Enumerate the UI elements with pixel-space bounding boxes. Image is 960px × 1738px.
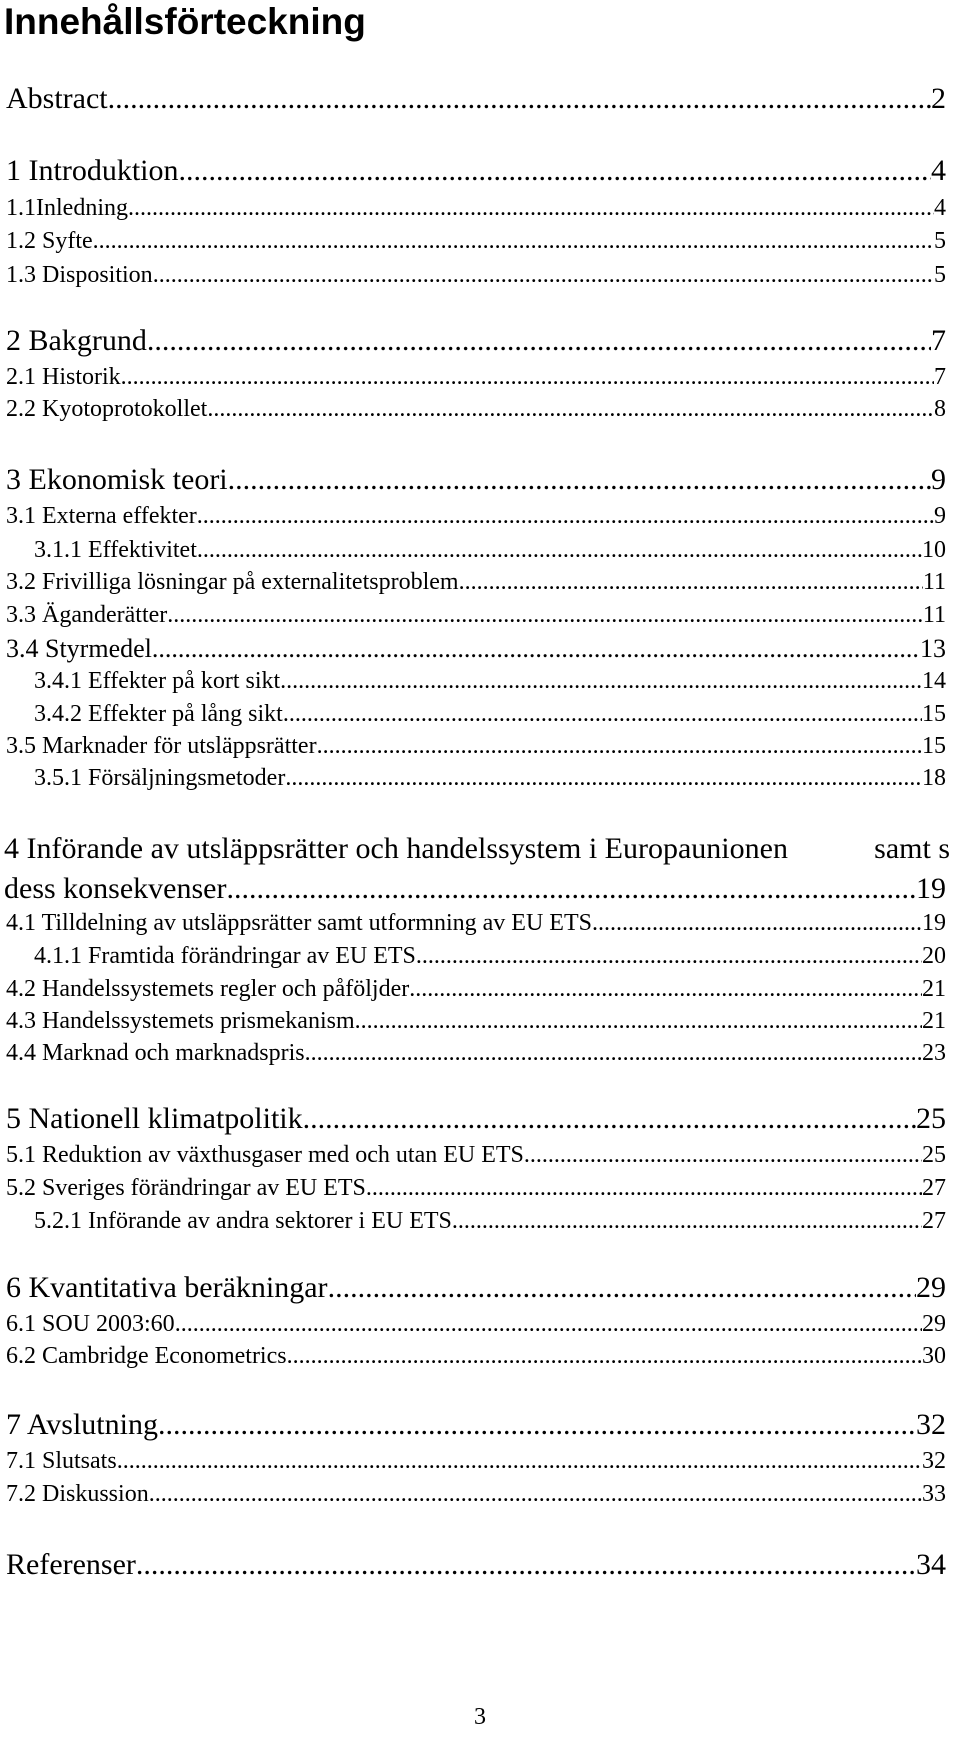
toc-label: 3.1.1 Effektivitet bbox=[34, 537, 197, 563]
toc-page: 7 bbox=[931, 324, 946, 357]
toc-leader bbox=[207, 396, 934, 423]
toc-entry-1-3[interactable] bbox=[0, 262, 946, 289]
toc-label: 1.3 Disposition bbox=[6, 262, 153, 288]
toc-entry-1-1[interactable] bbox=[0, 195, 946, 222]
page-title: Innehållsförteckning bbox=[4, 1, 366, 42]
toc-label: 5 Nationell klimatpolitik bbox=[6, 1102, 303, 1135]
toc-leader bbox=[197, 537, 922, 564]
toc-label: 4.1.1 Framtida förändringar av EU ETS bbox=[34, 943, 416, 969]
toc-leader bbox=[175, 1311, 922, 1338]
toc-page: 34 bbox=[916, 1548, 946, 1581]
page-number: 3 bbox=[474, 1704, 486, 1730]
toc-label: 5.2.1 Införande av andra sektorer i EU ETS bbox=[34, 1208, 452, 1234]
toc-page: 10 bbox=[922, 537, 946, 563]
toc-label: 5.2 Sveriges förändringar av EU ETS bbox=[6, 1175, 366, 1201]
toc-entry-3-3[interactable] bbox=[0, 602, 946, 629]
toc-entry-chapter-6[interactable] bbox=[0, 1271, 946, 1305]
toc-label: 7.1 Slutsats bbox=[6, 1448, 117, 1474]
toc-label: 3.4.1 Effekter på kort sikt bbox=[34, 668, 281, 694]
toc-entry-2-1[interactable] bbox=[0, 364, 946, 391]
toc-leader bbox=[452, 1208, 922, 1235]
toc-page: 8 bbox=[934, 396, 946, 422]
toc-page: 30 bbox=[922, 1343, 946, 1369]
toc-entry-7-2[interactable] bbox=[0, 1481, 946, 1508]
toc-leader bbox=[121, 364, 934, 391]
toc-leader bbox=[459, 569, 923, 596]
toc-label-overlap: samt s bbox=[874, 832, 950, 865]
toc-label: 2.2 Kyotoprotokollet bbox=[6, 396, 208, 422]
toc-entry-4-2[interactable] bbox=[0, 976, 946, 1003]
toc-entry-4-3[interactable] bbox=[0, 1008, 946, 1035]
toc-page: 27 bbox=[922, 1175, 946, 1201]
toc-label: 3.4 Styrmedel bbox=[6, 634, 152, 663]
toc-leader bbox=[524, 1142, 922, 1169]
toc-entry-3-1-1[interactable] bbox=[0, 537, 946, 564]
toc-entry-abstract[interactable] bbox=[0, 82, 946, 116]
toc-entry-7-1[interactable] bbox=[0, 1448, 946, 1475]
toc-page: 19 bbox=[916, 872, 946, 905]
toc-label: 3 Ekonomisk teori bbox=[6, 463, 228, 496]
toc-label: 6.1 SOU 2003:60 bbox=[6, 1311, 175, 1337]
toc-entry-1-2[interactable] bbox=[0, 228, 946, 255]
toc-page: 32 bbox=[916, 1408, 946, 1441]
toc-label: 3.5.1 Försäljningsmetoder bbox=[34, 765, 286, 791]
toc-label: 7.2 Diskussion bbox=[6, 1481, 149, 1507]
toc-leader bbox=[355, 1008, 922, 1035]
toc-label: 1.2 Syfte bbox=[6, 228, 93, 254]
toc-label: 1 Introduktion bbox=[6, 154, 179, 187]
toc-page: 9 bbox=[931, 463, 946, 496]
toc-leader bbox=[158, 1408, 916, 1442]
toc-page: 15 bbox=[922, 701, 946, 727]
toc-page: 15 bbox=[922, 733, 946, 759]
toc-leader bbox=[128, 195, 934, 222]
toc-label: dess konsekvenser bbox=[4, 872, 227, 905]
toc-label: 3.5 Marknader för utsläppsrätter bbox=[6, 733, 317, 759]
toc-entry-3-5-1[interactable] bbox=[0, 765, 946, 792]
toc-label: Abstract bbox=[6, 82, 108, 115]
toc-page: 5 bbox=[934, 228, 946, 254]
toc-page: 32 bbox=[922, 1448, 946, 1474]
toc-label: 3.4.2 Effekter på lång sikt bbox=[34, 701, 283, 727]
toc-leader bbox=[303, 1102, 916, 1136]
toc-entry-6-2[interactable] bbox=[0, 1343, 946, 1370]
toc-entry-references[interactable] bbox=[0, 1548, 946, 1582]
toc-leader bbox=[179, 154, 932, 188]
toc-leader bbox=[117, 1448, 922, 1475]
toc-label: 3.1 Externa effekter bbox=[6, 503, 197, 529]
toc-page: 9 bbox=[934, 503, 946, 529]
toc-page: 4 bbox=[931, 154, 946, 187]
toc-chapter-4-heading-line[interactable] bbox=[4, 832, 950, 866]
toc-entry-3-1[interactable] bbox=[0, 503, 946, 530]
toc-label: 5.1 Reduktion av växthusgaser med och utan EU ETS bbox=[6, 1142, 524, 1168]
toc-page: 5 bbox=[934, 262, 946, 288]
toc-label: Referenser bbox=[6, 1548, 136, 1581]
toc-entry-5-2-1[interactable] bbox=[0, 1208, 946, 1235]
toc-entry-3-4-2[interactable] bbox=[0, 701, 946, 728]
toc-leader bbox=[152, 634, 920, 664]
toc-label: 4 Införande av utsläppsrätter och handelssystem i Europaunionen bbox=[4, 832, 788, 865]
toc-page: 23 bbox=[922, 1040, 946, 1066]
toc-leader bbox=[228, 463, 931, 497]
toc-leader bbox=[226, 872, 916, 906]
toc-leader bbox=[328, 1271, 916, 1305]
toc-entry-4-1-1[interactable] bbox=[0, 943, 946, 970]
toc-label: 2.1 Historik bbox=[6, 364, 121, 390]
toc-leader bbox=[280, 668, 922, 695]
toc-entry-chapter-4[interactable] bbox=[0, 872, 946, 906]
toc-page: 18 bbox=[922, 765, 946, 791]
toc-leader bbox=[285, 765, 922, 792]
toc-leader bbox=[136, 1548, 916, 1582]
toc-page: 29 bbox=[922, 1311, 946, 1337]
toc-label: 4.3 Handelssystemets prismekanism bbox=[6, 1008, 355, 1034]
toc-entry-chapter-2[interactable] bbox=[0, 324, 946, 358]
toc-leader bbox=[283, 701, 922, 728]
toc-leader bbox=[287, 1343, 922, 1370]
toc-leader bbox=[305, 1040, 922, 1067]
toc-page: 2 bbox=[931, 82, 946, 115]
toc-entry-chapter-3[interactable] bbox=[0, 463, 946, 497]
toc-page: 4 bbox=[934, 195, 946, 221]
toc-entry-3-2[interactable] bbox=[0, 569, 946, 596]
toc-label: 4.4 Marknad och marknadspris bbox=[6, 1040, 305, 1066]
toc-entry-chapter-5[interactable] bbox=[0, 1102, 946, 1136]
toc-label: 4.1 Tilldelning av utsläppsrätter samt utformning av EU ETS bbox=[6, 910, 592, 936]
toc-entry-4-1[interactable] bbox=[0, 910, 946, 937]
toc-page: 7 bbox=[934, 364, 946, 390]
toc-label: 2 Bakgrund bbox=[6, 324, 147, 357]
toc-page: 27 bbox=[922, 1208, 946, 1234]
toc-leader bbox=[592, 910, 922, 937]
toc-label: 6 Kvantitativa beräkningar bbox=[6, 1271, 328, 1304]
toc-leader bbox=[366, 1175, 922, 1202]
toc-leader bbox=[93, 228, 934, 255]
toc-label: 6.2 Cambridge Econometrics bbox=[6, 1343, 287, 1369]
toc-leader bbox=[153, 262, 934, 289]
toc-label: 7 Avslutning bbox=[6, 1408, 158, 1441]
toc-page: 11 bbox=[922, 569, 946, 595]
toc-entry-6-1[interactable] bbox=[0, 1311, 946, 1338]
toc-leader bbox=[108, 82, 931, 116]
toc-label: 3.2 Frivilliga lösningar på externalitetsproblem bbox=[6, 569, 459, 595]
toc-label: 1.1Inledning bbox=[6, 195, 128, 221]
toc-entry-2-2[interactable] bbox=[0, 396, 946, 423]
toc-leader bbox=[197, 503, 934, 530]
toc-page: 25 bbox=[922, 1142, 946, 1168]
toc-label: 4.2 Handelssystemets regler och påföljder bbox=[6, 976, 410, 1002]
toc-label: 3.3 Äganderätter bbox=[6, 602, 168, 628]
toc-page: 20 bbox=[922, 943, 946, 969]
toc-page: 19 bbox=[922, 910, 946, 936]
toc-leader bbox=[149, 1481, 922, 1508]
toc-page: 13 bbox=[920, 634, 946, 663]
toc-entry-chapter-1[interactable] bbox=[0, 154, 946, 188]
toc-page: 29 bbox=[916, 1271, 946, 1304]
toc-page: 21 bbox=[922, 1008, 946, 1034]
toc-leader bbox=[409, 976, 922, 1003]
toc-entry-3-4-1[interactable] bbox=[0, 668, 946, 695]
toc-entry-4-4[interactable] bbox=[0, 1040, 946, 1067]
toc-page: 25 bbox=[916, 1102, 946, 1135]
toc-leader bbox=[147, 324, 931, 358]
toc-leader bbox=[167, 602, 923, 629]
toc-entry-chapter-7[interactable] bbox=[0, 1408, 946, 1442]
toc-page: 14 bbox=[922, 668, 946, 694]
toc-page: 21 bbox=[922, 976, 946, 1002]
toc-entry-5-1[interactable] bbox=[0, 1142, 946, 1169]
toc-entry-5-2[interactable] bbox=[0, 1175, 946, 1202]
toc-entry-3-4[interactable] bbox=[0, 634, 946, 664]
toc-page: 33 bbox=[922, 1481, 946, 1507]
toc-leader bbox=[317, 733, 922, 760]
toc-leader bbox=[416, 943, 922, 970]
toc-page: 11 bbox=[922, 602, 946, 628]
toc-entry-3-5[interactable] bbox=[0, 733, 946, 760]
